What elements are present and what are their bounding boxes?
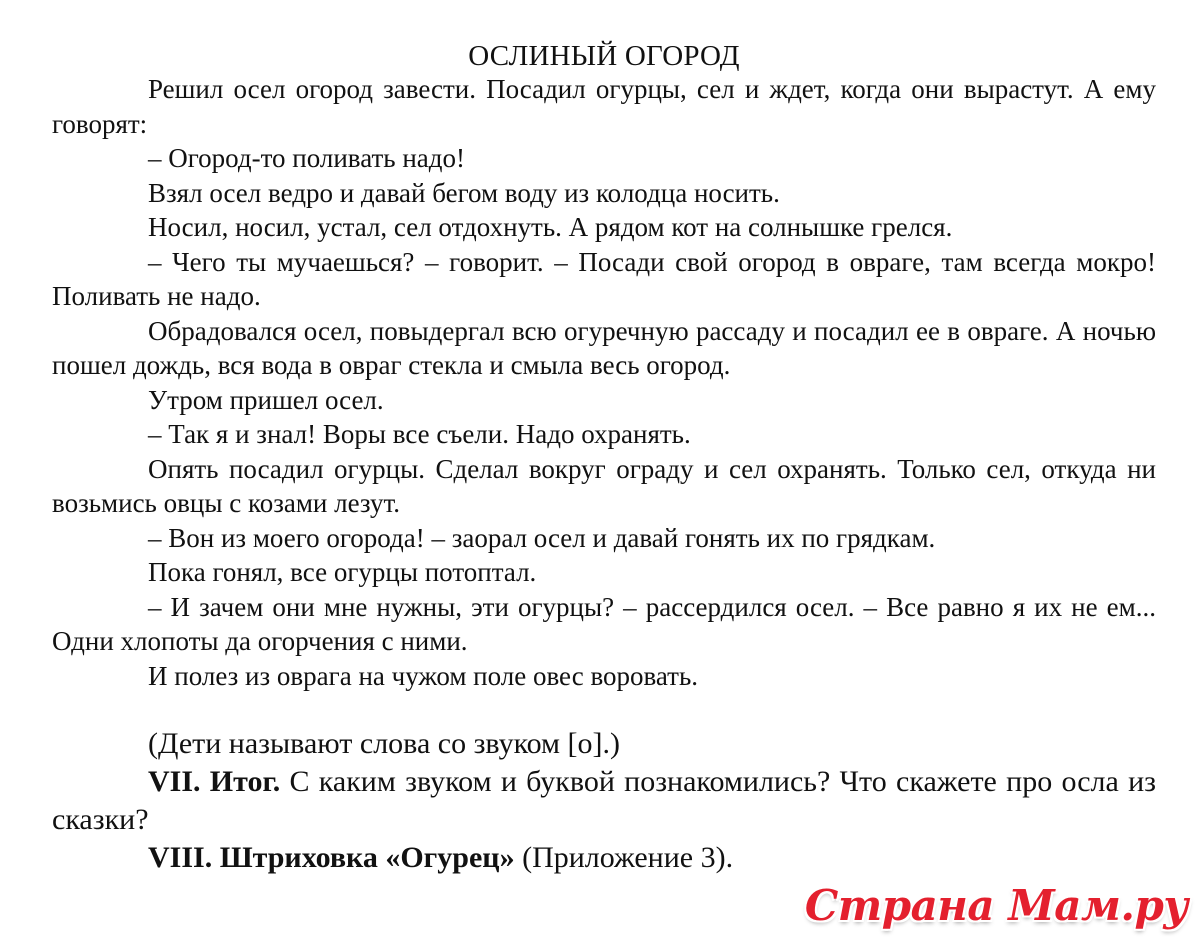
summary-heading: VII. Итог.: [148, 765, 281, 798]
story-title: ОСЛИНЫЙ ОГОРОД: [468, 40, 740, 72]
paragraph: Обрадовался осел, повыдергал всю огуречную рассаду и посадил ее в овраге. А ночью пошел дождь, вся вода в овраг стекла и смыла весь огород.: [52, 315, 1156, 380]
paragraph: Носил, носил, устал, сел отдохнуть. А рядом кот на солнышке грелся.: [148, 212, 953, 242]
paragraph: – Так я и знал! Воры все съели. Надо охранять.: [148, 419, 691, 449]
paragraph: И полез из оврага на чужом поле овес воровать.: [148, 660, 699, 691]
paragraph: – Огород-то поливать надо!: [148, 143, 466, 173]
lesson-summary: [52, 763, 1156, 839]
summary-text: С каким звуком и буквой познакомились? Что скажете про осла из сказки?: [52, 765, 1157, 836]
lesson-note: (Дети называют слова со звуком [о].): [148, 727, 621, 760]
paragraph: Пока гонял, все огурцы потоптал.: [148, 557, 537, 587]
site-watermark: Страна Мам.ру: [804, 881, 1188, 930]
hatching-heading: VIII. Штриховка «Огурец»: [148, 841, 515, 874]
paragraph: – Чего ты мучаешься? – говорит. – Посади свой огород в овраге, там всегда мокро! Поливать не надо.: [52, 246, 1156, 311]
paragraph: – Вон из моего огорода! – заорал осел и давай гонять их по грядкам.: [148, 522, 936, 553]
paragraph: Взял осел ведро и давай бегом воду из колодца носить.: [148, 177, 780, 208]
document-page: [52, 36, 1156, 877]
paragraph: Опять посадил огурцы. Сделал вокруг ограду и сел охранять. Только сел, откуда ни возьмись овцы с козами лезут.: [52, 453, 1156, 518]
paragraph: Утром пришел осел.: [148, 384, 384, 415]
lesson-hatching: [52, 839, 1156, 877]
story-body: [52, 72, 1156, 693]
paragraph: Решил осел огород завести. Посадил огурцы, сел и ждет, когда они вырастут. А ему говорят:: [52, 74, 1156, 139]
paragraph: – И зачем они мне нужны, эти огурцы? – рассердился осел. – Все равно я их не ем... Одни хлопоты да огорчения с ними.: [52, 591, 1156, 656]
lesson-section: [52, 725, 1156, 877]
hatching-text: (Приложение 3).: [514, 841, 734, 874]
